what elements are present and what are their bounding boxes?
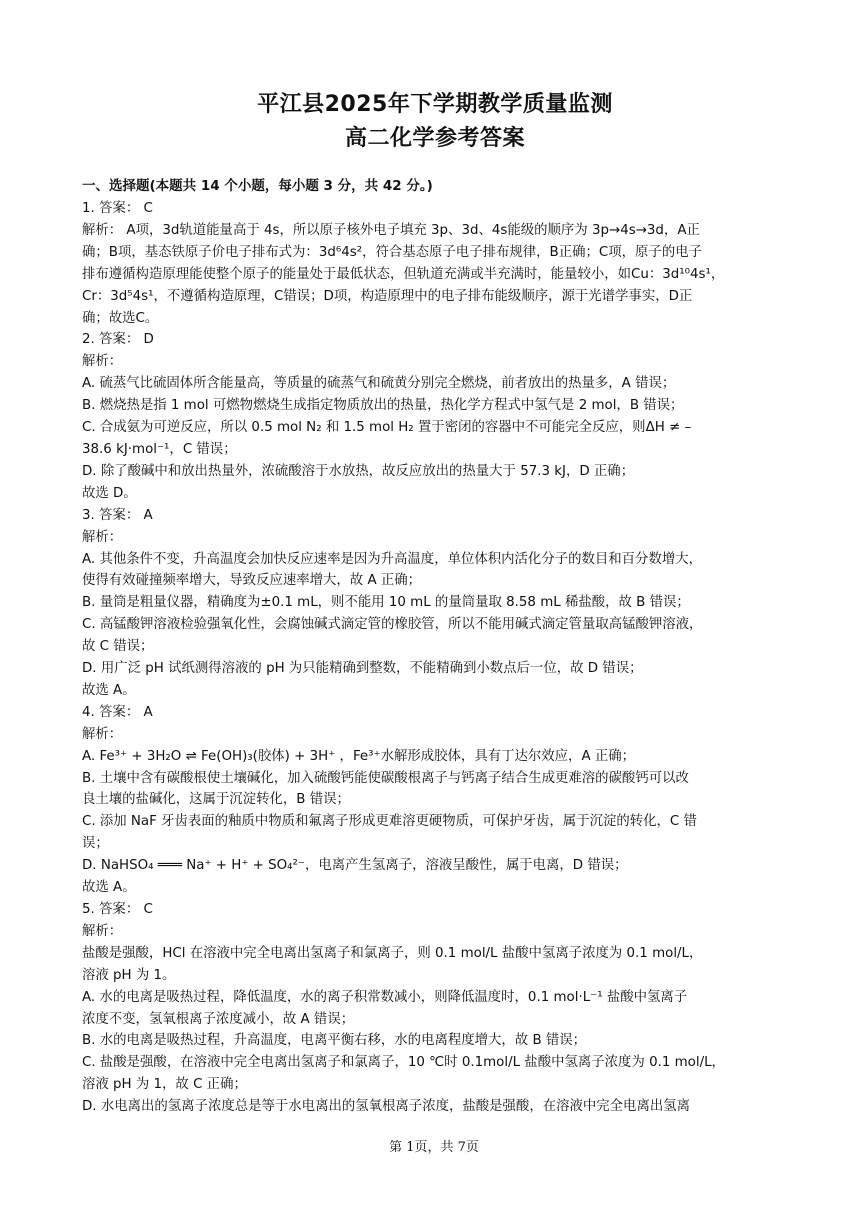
text-line: 故选 A。 — [82, 880, 136, 896]
text-line: 良土壤的盐碱化，这属于沉淀转化，B 错误； — [82, 792, 350, 808]
text-line: 故选 A。 — [82, 682, 136, 698]
text-line: B. 水的电离是吸热过程，升高温度，电离平衡右移，水的电离程度增大，故 B 错误； — [82, 1033, 587, 1049]
text-line: 使得有效碰撞频率增大，导致反应速率增大，故 A 正确； — [82, 573, 422, 589]
text-line: 解析： — [82, 726, 123, 742]
document-title: 平江县2025年下学期教学质量监测 — [257, 92, 613, 117]
page-footer: 第 1页，共 7页 — [389, 1140, 479, 1155]
text-line: 溶液 pH 为 1。 — [82, 967, 176, 983]
text-line: D. 除了酸碱中和放出热量外，浓硫酸溶于水放热，故反应放出的热量大于 57.3 kJ，D 正确； — [82, 463, 635, 479]
text-line: 浓度不变，氢氧根离子浓度减小，故 A 错误； — [82, 1011, 355, 1027]
text-line: 确；B项，基态铁原子价电子排布式为：3d⁶4s²，符合基态原子电子排布规律，B正确；C项，原子的电子 — [82, 244, 702, 260]
text-line: C. 盐酸是强酸，在溶液中完全电离出氢离子和氯离子，10 ℃时 0.1mol/L 盐酸中氢离子浓度为 0.1 mol/L， — [82, 1055, 725, 1071]
text-line: A. 硫蒸气比硫固体所含能量高，等质量的硫蒸气和硫黄分别完全燃烧，前者放出的热量多，A 错误； — [82, 376, 676, 392]
text-line: A. 水的电离是吸热过程，降低温度，水的离子积常数减小，则降低温度时，0.1 mol·L⁻¹ 盐酸中氢离子 — [82, 989, 688, 1005]
text-line: B. 量筒是粗量仪器，精确度为±0.1 mL，则不能用 10 mL 的量筒量取 8.58 mL 稀盐酸，故 B 错误； — [82, 595, 690, 611]
text-line: 38.6 kJ·mol⁻¹，C 错误； — [82, 441, 237, 457]
text-line: C. 合成氨为可逆反应，所以 0.5 mol N₂ 和 1.5 mol H₂ 置于密闭的容器中不可能完全反应，则ΔH ≠ – — [82, 420, 692, 436]
text-line: 2. 答案： D — [82, 332, 154, 348]
answer-body — [82, 198, 788, 1118]
text-line: 5. 答案： C — [82, 902, 153, 917]
text-line: 1. 答案： C — [82, 201, 153, 216]
text-line: B. 土壤中含有碳酸根使土壤碱化，加入硫酸钙能使碳酸根离子与钙离子结合生成更难溶的碳酸钙可以改 — [82, 770, 689, 786]
text-line: D. NaHSO₄ ═══ Na⁺ + H⁺ + SO₄²⁻，电离产生氢离子，溶液呈酸性，属于电离，D 错误； — [82, 858, 628, 874]
document-subtitle: 高二化学参考答案 — [344, 126, 525, 151]
text-line: 解析： — [82, 923, 123, 939]
text-line: 误； — [82, 836, 109, 852]
text-line: A. 其他条件不变，升高温度会加快反应速率是因为升高温度，单位体积内活化分子的数目和百分数增大， — [82, 551, 703, 567]
text-line: D. 水电离出的氢离子浓度总是等于水电离出的氢氧根离子浓度，盐酸是强酸，在溶液中完全电离出氢离 — [82, 1099, 691, 1115]
text-line: 3. 答案： A — [82, 507, 153, 523]
document-page — [82, 88, 788, 1118]
text-line: B. 燃烧热是指 1 mol 可燃物燃烧生成指定物质放出的热量，热化学方程式中氢气是 2 mol，B 错误； — [82, 398, 684, 414]
text-line: 解析： — [82, 529, 123, 545]
text-line: 4. 答案： A — [82, 704, 153, 720]
text-line: C. 添加 NaF 牙齿表面的釉质中物质和氟离子形成更难溶更硬物质，可保护牙齿，属于沉淀的转化，C 错 — [82, 814, 697, 830]
text-line: D. 用广泛 pH 试纸测得溶液的 pH 为只能精确到整数，不能精确到小数点后一位，故 D 错误； — [82, 661, 643, 677]
text-line: 溶液 pH 为 1，故 C 正确； — [82, 1077, 247, 1093]
text-line: 故 C 错误； — [82, 639, 154, 655]
text-line: 盐酸是强酸，HCl 在溶液中完全电离出氢离子和氯离子，则 0.1 mol/L 盐酸中氢离子浓度为 0.1 mol/L， — [82, 945, 703, 961]
text-line: 解析： A项，3d轨道能量高于 4s，所以原子核外电子填充 3p、3d、4s能级的顺序为 3p→4s→3d，A正 — [82, 222, 700, 238]
text-line: C. 高锰酸钾溶液检验强氧化性，会腐蚀碱式滴定管的橡胶管，所以不能用碱式滴定管量取高锰酸钾溶液， — [82, 617, 703, 633]
text-line: 确；故选C。 — [82, 310, 159, 326]
text-line: 排布遵循构造原理能使整个原子的能量处于最低状态，但轨道充满或半充满时，能量较小，如Cu：3d¹⁰4s¹， — [82, 266, 725, 282]
text-line: 解析： — [82, 354, 123, 370]
section-heading: 一、选择题(本题共 14 个小题，每小题 3 分，共 42 分。) — [82, 178, 433, 194]
text-line: 故选 D。 — [82, 485, 137, 501]
text-line: A. Fe³⁺ + 3H₂O ⇌ Fe(OH)₃(胶体) + 3H⁺ ，Fe³⁺水解形成胶体，具有丁达尔效应，A 正确； — [82, 748, 636, 764]
text-line: Cr：3d⁵4s¹，不遵循构造原理，C错误；D项，构造原理中的电子排布能级顺序，源于光谱学事实，D正 — [82, 288, 693, 304]
